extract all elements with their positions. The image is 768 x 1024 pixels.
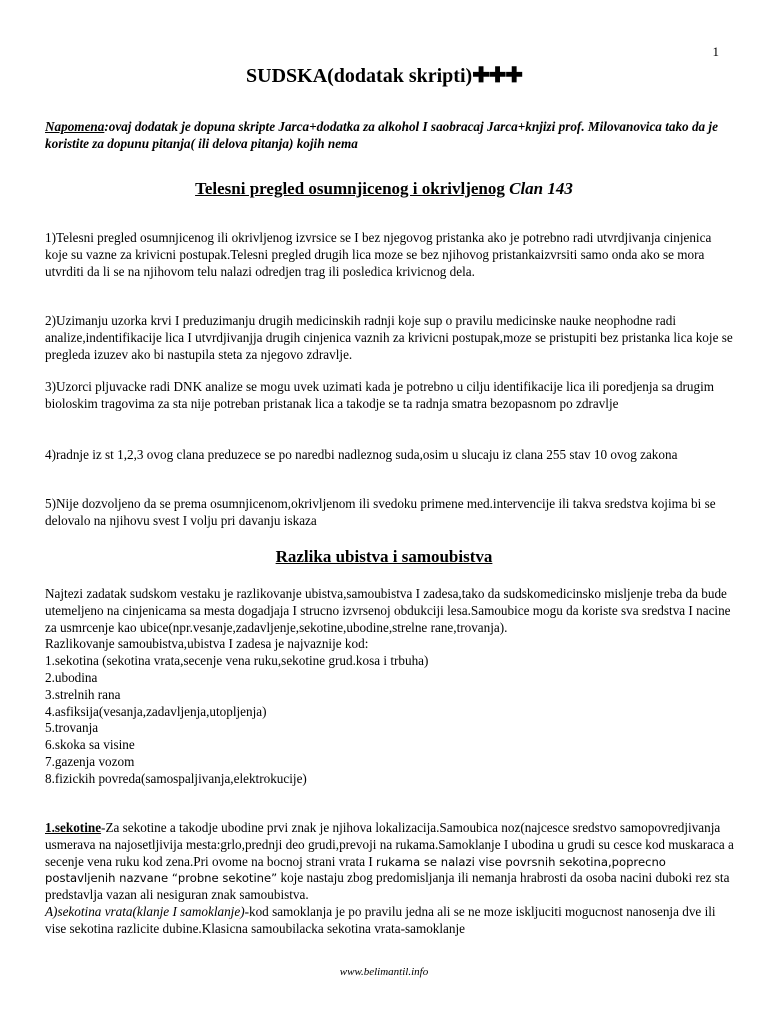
list-item: 7.gazenja vozom [45, 753, 135, 769]
document-title [0, 62, 768, 89]
section1-paragraph-1 [45, 230, 735, 280]
list-item: 6.skoka sa visine [45, 737, 135, 753]
sekotine-section [45, 820, 735, 938]
section1-clan: Clan 143 [509, 179, 573, 198]
section2-body [45, 586, 735, 788]
paragraph-text: 1)Telesni pregled osumnjicenog ili okrivljenog izvrsice se I bez njegovog pristanka ako je potrebno radi utvrdjivanja cinjenica koje su vazne za krivicni postupak.Telesni pregled drugih lica moze se bez njihovog pristankaizvrsiti samo onda ako se mora utvrditi da li se na njihovom telu nalazi odredjen trag ili posledica krivicnog dela. [45, 230, 712, 279]
sekotine-label: 1.sekotine [45, 820, 102, 835]
note-label: Napomena [45, 119, 105, 134]
sub-a-label: A)sekotina vrata(klanje I samoklanje) [45, 903, 245, 919]
sub-a-paragraph [45, 904, 735, 938]
list-item: 1.sekotina (sekotina vrata,secenje vena ruku,sekotine grud.kosa i trbuha) [45, 653, 429, 669]
section1-paragraph-3 [45, 379, 735, 413]
paragraph-text: 4)radnje iz st 1,2,3 ovog clana preduzece se po naredbi nadleznog suda,osim u slucaju iz clana 255 stav 10 ovog zakona [45, 447, 678, 462]
note-text: :ovaj dodatak je dopuna skripte Jarca+dodatka za alkohol I saobracaj Jarca+knjizi prof. Milovanovica tako da je koristite za dopunu pitanja( ili delova pitanja) kojih nema [45, 119, 718, 151]
section2-heading-text: Razlika ubistva i samoubistva [275, 547, 493, 566]
title-text: SUDSKA(dodatak skripti) [246, 65, 473, 87]
sekotine-text-a: -Za sekotine a takodje ubodine prvi znak je njihova lokalizacija.Samoubica noz(najcesce sredstvo samopovredjivanja usmerava na najosetljivija mesta:grlo,prednji deo grudi,prevoji na rukama.Samoklanje I ubodina u grudi su cesce kod muskaraca a secenje vena ruku kod zena.Pri ovome na bocnoj strani vrata I [45, 820, 734, 869]
footer-url: www.belimantil.info [339, 966, 429, 978]
section1-paragraph-5 [45, 496, 735, 530]
section1-heading [0, 178, 768, 200]
list-item: 3.strelnih rana [45, 686, 121, 702]
section1-paragraph-2 [45, 313, 735, 363]
section2-heading [0, 546, 768, 568]
sekotine-text-b: koje nastaju zbog predomisljanja ili nemanja hrabrosti da osoba nacini duboki rez sta predstavlja vazan ali nesiguran znak samoubistva. [45, 870, 730, 903]
note-paragraph [45, 118, 735, 152]
list-item: 5.trovanja [45, 720, 99, 736]
paragraph-text: 2)Uzimanju uzorka krvi I preduzimanju drugih medicinskih radnji koje sup o pravilu medicinske nauke neophodne radi analize,indentifikacije lica I utvrdjivanjja drugih cinjenica vaznih za krivicni postupak,moze se pristupiti bez pristanka lica koje se pregleda izuzev ako bi nastupila steta za njegovo zdravlje. [45, 313, 733, 362]
list-item: 2.ubodina [45, 669, 98, 685]
list-item: 8.fizickih povreda(samospaljivanja,elektrokucije) [45, 770, 307, 786]
page-number: 1 [712, 44, 719, 59]
section2-intro: Najtezi zadatak sudskom vestaku je razlikovanje ubistva,samoubistva I zadesa,tako da sudskomedicinsko misljenje treba da bude utemeljeno na cinjenicama sa mesta dogadjaja I strucno izvrsenoj obdukciji lesa.Samoubice mogu da koriste sva sredstva I nacine za usmrcenje kao ubice(npr.vesanje,zadavljenje,sekotine,ubodine,strelne rane,trovanja). [45, 586, 731, 635]
cross-icons: ✚✚✚ [472, 63, 522, 87]
section1-paragraph-4 [45, 447, 735, 464]
paragraph-text: 3)Uzorci pljuvacke radi DNK analize se mogu uvek uzimati kada je potrebno u cilju identifikacije lica ili poredjenja sa drugim bioloskim tragovima za sta nije potreban pristanak lica a takodje se ta radnja smatra bezopasnom po zdravlje [45, 379, 715, 411]
sub-a-text: -kod samoklanja je po pravilu jedna ali se ne moze iskljuciti mogucnost nanosenja dve ili vise sekotina razlicite dubine.Klasicna samoubilacka sekotina vrata-samoklanje [45, 903, 716, 936]
list-item: 4.asfiksija(vesanja,zadavljenja,utopljenja) [45, 703, 267, 719]
paragraph-text: 5)Nije dozvoljeno da se prema osumnjicenom,okrivljenom ili svedoku primene med.intervencije ili takva sredstva kojima bi se delovalo na njihovu svest I volju pri davanju iskaza [45, 496, 716, 528]
section2-list [45, 653, 735, 787]
sekotine-paragraph [45, 820, 735, 904]
sekotine-text-sans: rukama se nalazi vise povrsnih sekotina,poprecno postavljenih nazvane “probne sekotine” [45, 854, 666, 886]
section1-heading-text: Telesni pregled osumnjicenog i okrivljenog [195, 179, 505, 198]
section2-list-intro: Razlikovanje samoubistva,ubistva I zadesa je najvaznije kod: [45, 636, 369, 652]
